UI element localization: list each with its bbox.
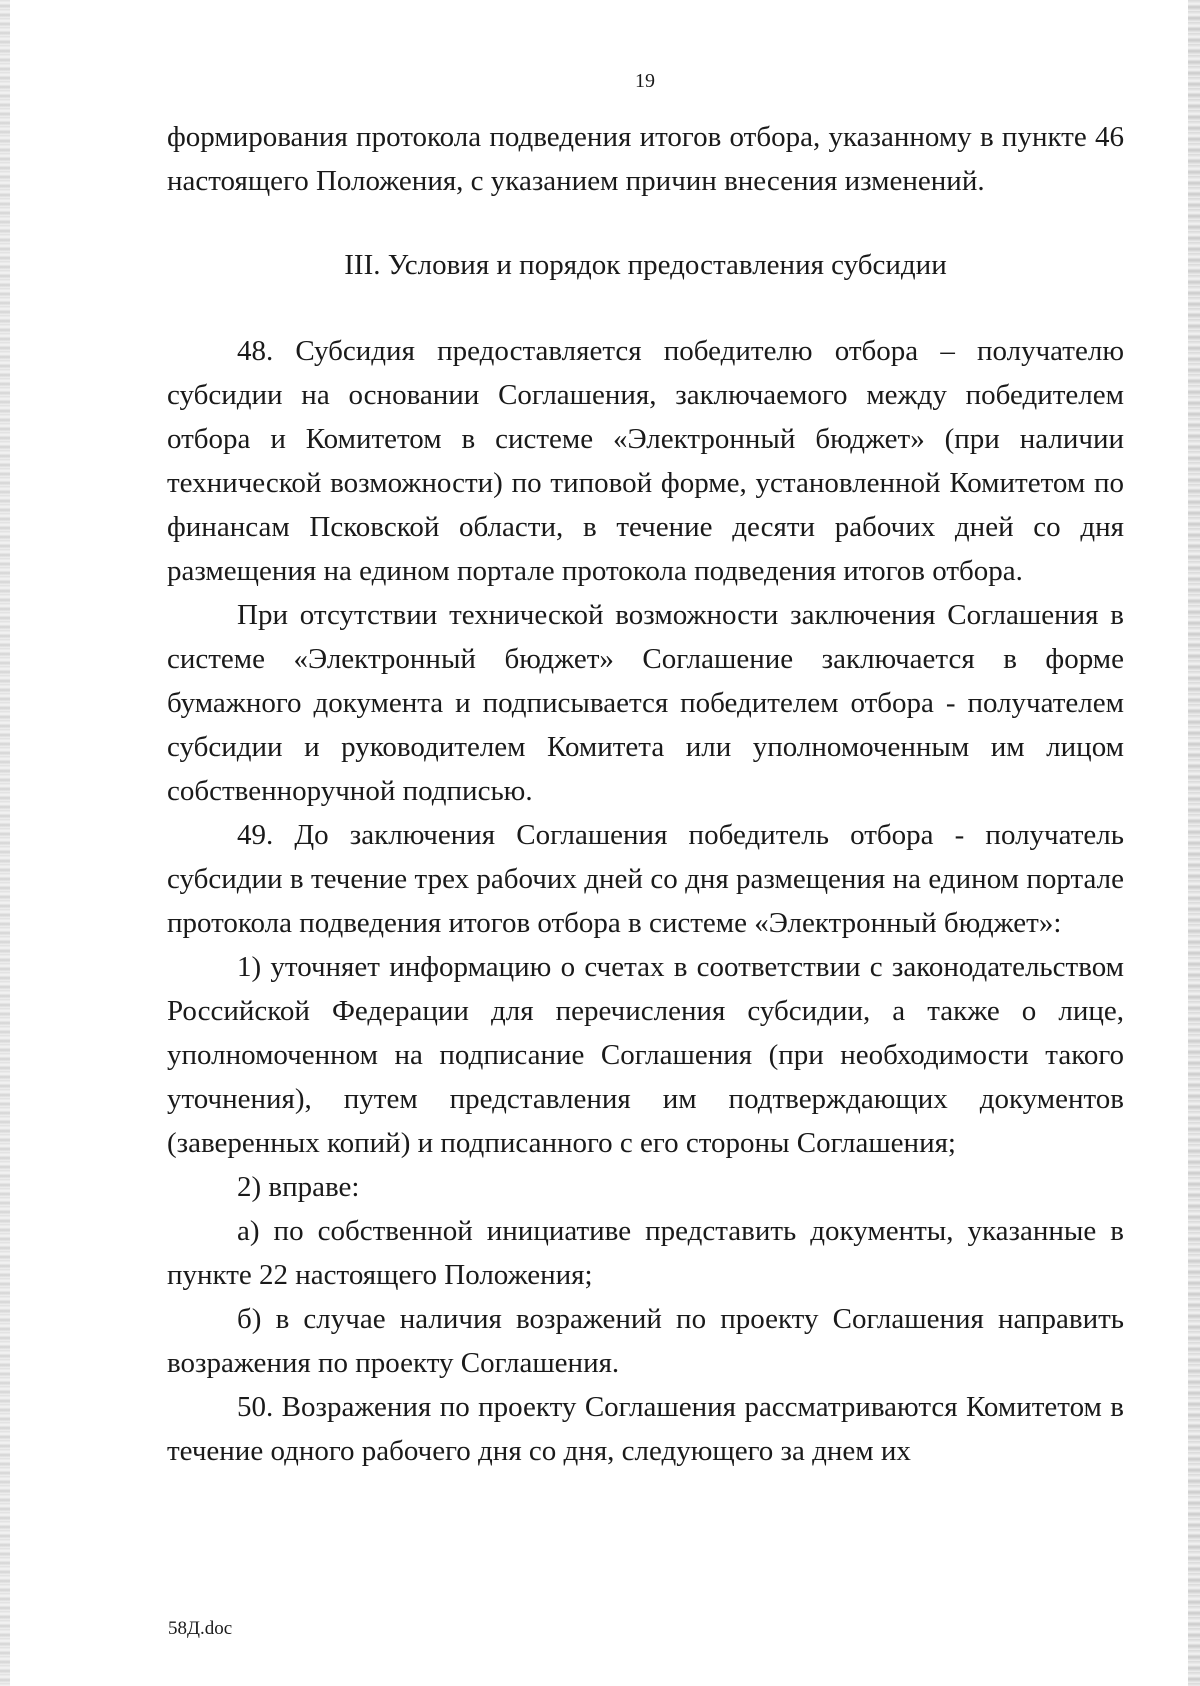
scan-edge-right [1188, 0, 1200, 1686]
paragraph-49-item-2b: б) в случае наличия возражений по проекту Соглашения направить возражения по проекту Соглашения. [167, 1303, 1124, 1379]
scan-edge-left [0, 0, 10, 1686]
page-number: 19 [635, 70, 655, 92]
paragraph-continuation: формирования протокола подведения итогов отбора, указанному в пункте 46 настоящего Положения, с указанием причин внесения изменений. [167, 121, 1124, 197]
paragraph-49-item-1: 1) уточняет информацию о счетах в соответствии с законодательством Российской Федерации для перечисления субсидии, а также о лице, уполномоченном на подписание Соглашения (при необходимости такого уточнения), путем представления им подтверждающих документов (заверенных копий) и подписанного с его стороны Соглашения; [167, 951, 1124, 1159]
paragraph-49: 49. До заключения Соглашения победитель отбора - получатель субсидии в течение трех рабочих дней со дня размещения на едином портале протокола подведения итогов отбора в системе «Электронный бюджет»: [167, 819, 1124, 939]
document-body [167, 115, 1124, 1473]
paragraph-48-paper: При отсутствии технической возможности заключения Соглашения в системе «Электронный бюджет» Соглашение заключается в форме бумажного документа и подписывается победителем отбора - получателем субсидии и руководителем Комитета или уполномоченным им лицом собственноручной подписью. [167, 599, 1124, 807]
footer-filename: 58Д.doc [168, 1618, 233, 1639]
paragraph-49-item-2a: а) по собственной инициативе представить документы, указанные в пункте 22 настоящего Положения; [167, 1215, 1124, 1291]
paragraph-50: 50. Возражения по проекту Соглашения рассматриваются Комитетом в течение одного рабочего дня со дня, следующего за днем их [167, 1391, 1124, 1467]
paragraph-49-item-2: 2) вправе: [237, 1171, 360, 1203]
section-heading: III. Условия и порядок предоставления субсидии [344, 249, 947, 281]
paragraph-48: 48. Субсидия предоставляется победителю отбора – получателю субсидии на основании Соглашения, заключаемого между победителем отбора и Комитетом в системе «Электронный бюджет» (при наличии технической возможности) по типовой форме, установленной Комитетом по финансам Псковской области, в течение десяти рабочих дней со дня размещения на едином портале протокола подведения итогов отбора. [167, 335, 1124, 587]
